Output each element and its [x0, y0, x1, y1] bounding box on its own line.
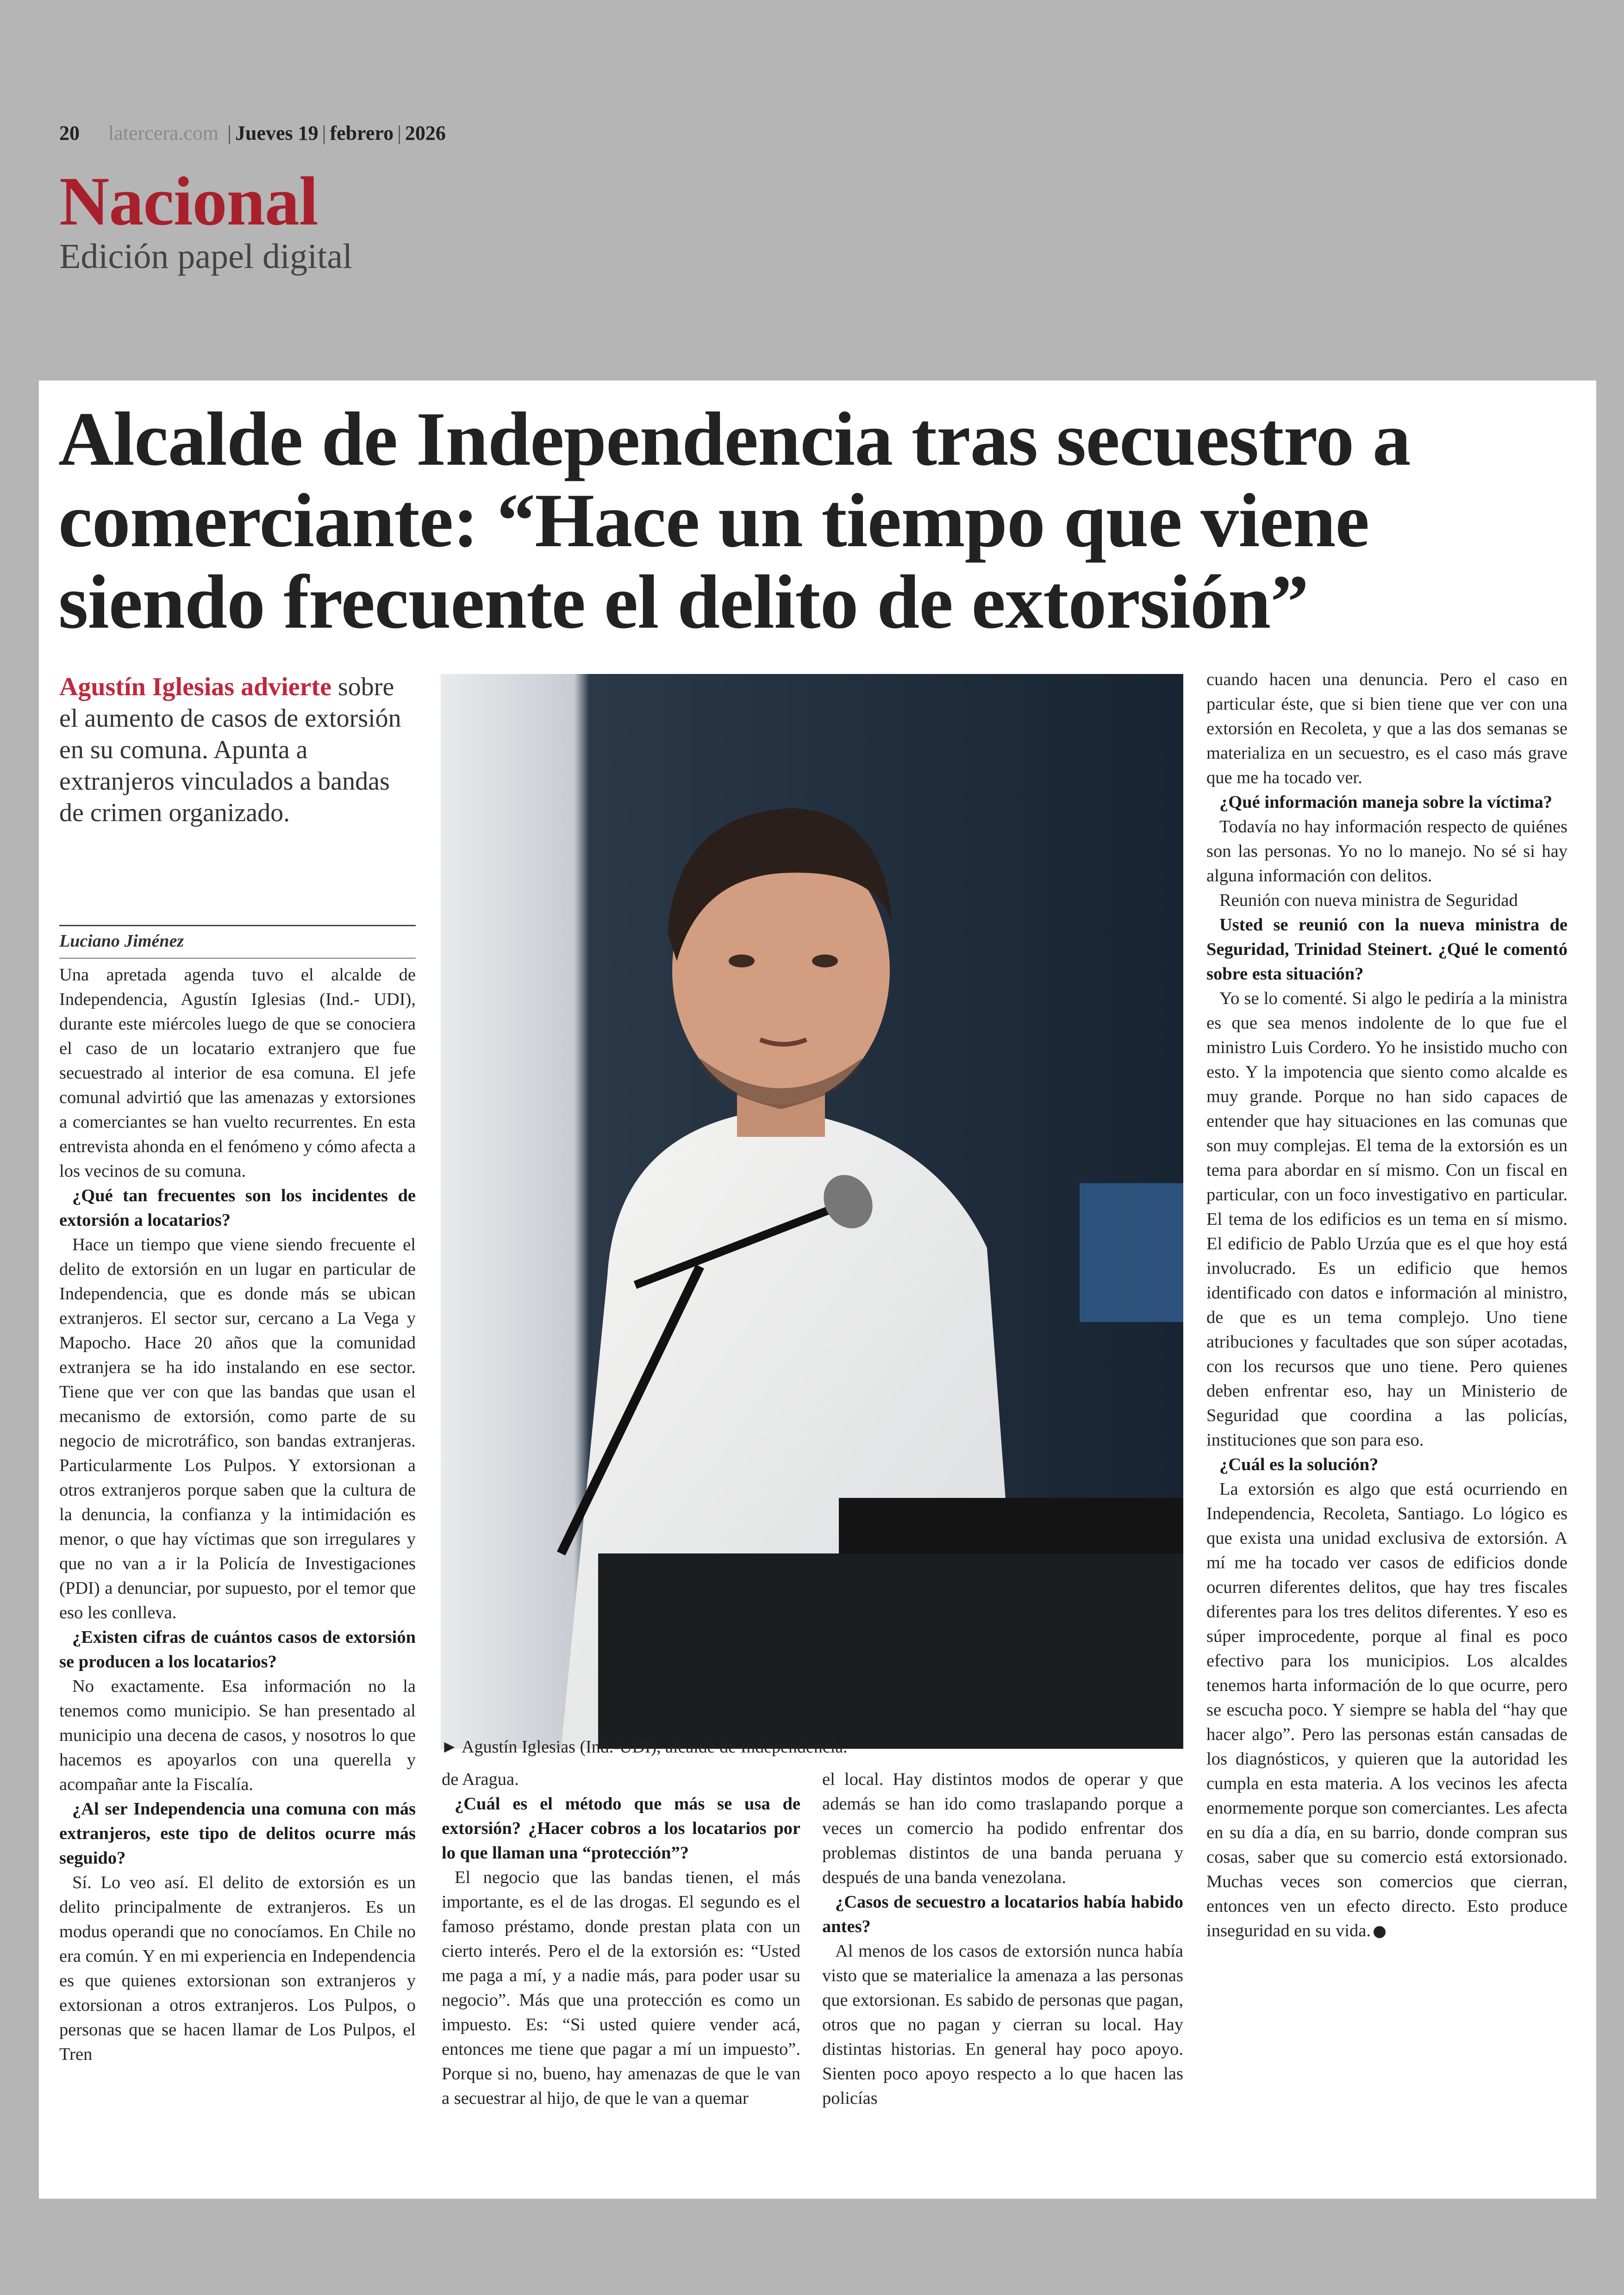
article-card [39, 380, 1596, 2199]
answer-4: El negocio que las bandas tienen, el más importante, es el de las drogas. El segundo es el famoso préstamo, donde prestan plata con un cierto interés. Pero el de la extorsión es: “Usted me paga a mí, y a nadie más, para poder usar su negocio”. Más que una protección es como un impuesto. Es: “Si usted quiere vender acá, entonces me tiene que pagar a mí un impuesto”. Porque si no, bueno, hay amenazas de que le van a secuestrar al hijo, de que le van a quemar [442, 1868, 800, 2108]
page-number: 20 [59, 122, 80, 144]
masthead: 20 latercera.com | Jueves 19 | febrero | 2026 [59, 122, 446, 144]
article-headline: Alcalde de Independencia tras secuestro a comerciante: “Hace un tiempo que viene siendo frecuente el delito de extorsión” [58, 396, 1411, 644]
question-3: ¿Al ser Independencia una comuna con más extranjeros, este tipo de delitos ocurre más seguido? [59, 1799, 416, 1868]
question-8: ¿Cuál es la solución? [1219, 1455, 1379, 1474]
continuation-text: el local. Hay distintos modos de operar y que además se han ido como traslapando porque a veces un comercio ha podido enfrentar dos problemas distintos de una banda peruana y después de una banda venezolana. [822, 1770, 1183, 1887]
lead-highlight: Agustín Iglesias advierte [59, 673, 331, 701]
column-1 [59, 963, 416, 2067]
question-7: Usted se reunió con la nueva ministra de Seguridad, Trinidad Steinert. ¿Qué le comentó sobre esta situación? [1206, 915, 1568, 984]
lead-text: sobre el aumento de casos de extorsión en su comuna. Apunta a extranjeros vinculados a bandas de crimen organizado. [59, 673, 401, 827]
answer-5: Al menos de los casos de extorsión nunca había visto que se materialice la amenaza a las personas que extorsionan. Es sabido de personas que pagan, otros que no pagan y cierran su local. Hay distintas historias. En general hay poco apoyo. Sienten poco apoyo respecto a lo que hacen las policías [822, 1941, 1183, 2108]
column-3 [822, 1767, 1183, 2111]
continuation-text: cuando hacen una denuncia. Pero el caso en particular éste, que si bien tiene que ver con una extorsión en Recoleta, y que a las dos semanas se materializa en un secuestro, es el caso más grave que me ha tocado ver. [1206, 670, 1568, 787]
section-title: Nacional [59, 163, 318, 240]
byline: Luciano Jiménez [59, 925, 416, 959]
photo-caption: ► Agustín Iglesias (Ind.-UDI), alcalde de Independencia. [441, 1737, 848, 1757]
date-year: 2026 [405, 122, 446, 144]
article-lead [59, 671, 416, 829]
section-subtitle: Edición papel digital [59, 237, 353, 276]
date-day: Jueves 19 [235, 122, 319, 144]
continuation-text: de Aragua. [442, 1770, 519, 1789]
column-2 [442, 1767, 800, 2111]
question-4: ¿Cuál es el método que más se usa de extorsión? ¿Hacer cobros a los locatarios por lo que llaman una “protección”? [442, 1794, 800, 1863]
answer-6: Todavía no hay información respecto de quiénes son las personas. Yo no lo manejo. No sé si hay alguna información con delitos. [1206, 817, 1568, 886]
intro-paragraph: Una apretada agenda tuvo el alcalde de Independencia, Agustín Iglesias (Ind.- UDI), durante este miércoles luego de que se conociera el caso de un locatario extranjero que fue secuestrado al interior de esa comuna. El jefe comunal advirtió que las amenazas y extorsiones a comerciantes se han vuelto recurrentes. En esta entrevista ahonda en el fenómeno y cómo afecta a los vecinos de su comuna. [59, 965, 416, 1181]
question-1: ¿Qué tan frecuentes son los incidentes de extorsión a locatarios? [59, 1186, 416, 1230]
question-2: ¿Existen cifras de cuántos casos de extorsión se producen a los locatarios? [59, 1628, 416, 1671]
date-month: febrero [330, 122, 394, 144]
end-mark-icon [1374, 1926, 1386, 1938]
answer-7: Yo se lo comenté. Si algo le pediría a la ministra es que sea menos indolente de lo que fue el ministro Luis Cordero. Yo he insistido mucho con esto. Y la impotencia que siento como alcalde es muy grande. Porque no han sido capaces de entender que hay situaciones en las comunas que son muy complejas. El tema de la extorsión es un tema para abordar en sí mismo. Con un fiscal en particular, con un foco investigativo en particular. El tema de los edificios es un tema en sí mismo. El edificio de Pablo Urzúa que es el que hoy está involucrado. Es un edificio que hemos identificado con datos e información al ministro, de que es un tema complejo. Uno tiene atribuciones y facultades que son súper acotadas, con los recursos que uno tiene. Pero quienes deben enfrentar eso, hay un Ministerio de Seguridad que coordina a las policías, instituciones que son para eso. [1206, 989, 1568, 1450]
column-4 [1206, 667, 1568, 1943]
answer-8-text: La extorsión es algo que está ocurriendo en Independencia, Recoleta, Santiago. Lo lógico es que exista una unidad exclusiva de extorsión. A mí me ha tocado ver casos de edificios donde ocurren diferentes delitos, que hay tres fiscales diferentes para los tres delitos diferentes. Y eso es súper improcedente, porque al final es poco efectivo para los municipios. Los alcaldes tenemos harta información de lo que ocurre, pero se escucha poco. Y siempre se habla del “hay que hacer algo”. Pero las personas están cansadas de los diagnósticos, y quieren que la autoridad les cumpla en esta materia. A los vecinos les afecta enormemente porque son comerciantes. Les afecta en su día a día, en su barrio, donde compran sus cosas, saber que su comercio está extorsionado. Muchas veces son comercios que cierran, entonces ven un efecto directo. Esto produce inseguridad en su vida. [1206, 1479, 1568, 1940]
answer-2: No exactamente. Esa información no la tenemos como municipio. Se han presentado al municipio una decena de casos, y nosotros lo que hacemos es apoyarlos con una querella y acompañar ante la Fiscalía. [59, 1677, 416, 1794]
subheading: Reunión con nueva ministra de Seguridad [1219, 891, 1518, 910]
article-photo [441, 674, 1183, 1749]
answer-1: Hace un tiempo que viene siendo frecuente el delito de extorsión en un lugar en particular de Independencia, que es donde más se ubican extranjeros. El sector sur, cercano a La Vega y Mapocho. Hace 20 años que la comunidad extranjera se ha ido instalando en ese sector. Tiene que ver con que las bandas que usan el mecanismo de extorsión, como parte de su negocio de microtráfico, son bandas extranjeras. Particularmente Los Pulpos. Y extorsionan a otros extranjeros porque saben que la cultura de la denuncia, la confianza y la intimidación es menor, o que hay víctimas que son irregulares y que no van a ir la Policía de Investigaciones (PDI) a denunciar, por supuesto, por el temor que eso les conlleva. [59, 1235, 416, 1622]
photo-illustration [441, 674, 1183, 1749]
question-6: ¿Qué información maneja sobre la víctima? [1219, 792, 1552, 812]
answer-8 [1206, 1477, 1568, 1943]
site-name[interactable]: latercera.com [108, 122, 219, 144]
question-5: ¿Casos de secuestro a locatarios había habido antes? [822, 1892, 1183, 1936]
answer-3: Sí. Lo veo así. El delito de extorsión es un delito principalmente de extranjeros. Es un modus operandi que no conocíamos. En Chile no era común. Y en mi experiencia en Independencia es que quienes extorsionan son extranjeros y extorsionan a otros extranjeros. Los Pulpos, o personas que se hacen llamar de Los Pulpos, el Tren [59, 1873, 416, 2064]
